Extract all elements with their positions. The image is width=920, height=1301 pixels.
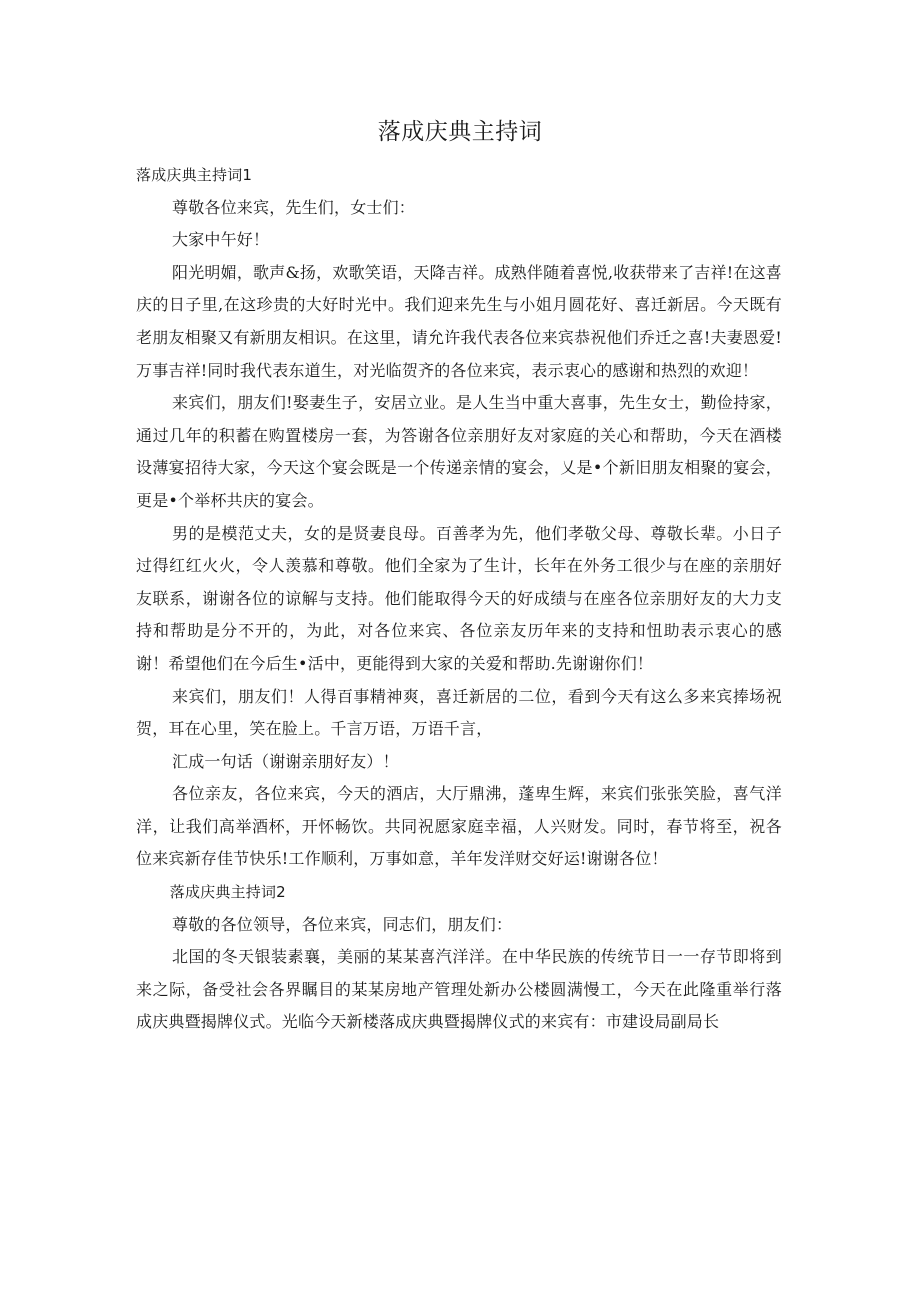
body-paragraph: 汇成一句话（谢谢亲朋好友）！	[172, 751, 399, 771]
section-heading-2: 落成庆典主持词2	[169, 883, 286, 902]
body-paragraph: 各位亲友，各位来宾，今天的酒店，大厅鼎沸，蓬卑生辉，来宾们张张笑脸，喜气洋洋，让我们高举酒杯，开怀畅饮。共同祝愿家庭幸福，人兴财发。同时，春节将至，祝各位来宾新存佳节快乐!工作顺利，万事如意，羊年发洋财交好运!谢谢各位！	[136, 784, 782, 869]
salutation-paragraph: 尊敬的各位领导，各位来宾，同志们，朋友们：	[172, 914, 513, 934]
body-paragraph: 来宾们，朋友们!娶妻生子，安居立业。是人生当中重大喜事，先生女士，勤俭持家，通过几年的积蓄在购置楼房一套，为答谢各位亲朋好友对家庭的关心和帮助，今天在酒楼设薄宴招待大家，今天这个宴会既是一个传递亲情的宴会，乂是•个新旧朋友相聚的宴会，更是•个举杯共庆的宴会。	[136, 393, 782, 510]
greeting-paragraph: 大家中午好！	[172, 230, 270, 250]
salutation-paragraph: 尊敬各位来宾，先生们，女士们：	[172, 197, 416, 217]
section-heading-1: 落成庆典主持词1	[136, 166, 253, 184]
body-paragraph: 来宾们，朋友们！人得百事精神爽，喜迁新居的二位，看到今天有这么多来宾捧场祝贺，耳在心里，笑在脸上。千言万语，万语千言，	[136, 686, 782, 739]
document-title: 落成庆典主持词	[377, 119, 543, 145]
body-paragraph: 阳光明媚，歌声&扬，欢歌笑语，天降吉祥。成熟伴随着喜悦,收获带来了吉祥!在这喜庆的日子里,在这珍贵的大好时光中。我们迎来先生与小姐月圆花好、喜迁新居。今天既有老朋友相聚又有新朋友相识。在这里，请允许我代表各位来宾恭祝他们乔迁之喜!夫妻恩爱!万事吉祥!同时我代表东道生，对光临贺齐的各位来宾，表示衷心的感谢和热烈的欢迎！	[136, 262, 782, 380]
body-paragraph: 北国的冬天银装素襄，美丽的某某喜汽洋洋。在中华民族的传统节日一一存节即将到来之际，备受社会各界瞩目的某某房地产管理处新办公楼圆满慢工，今天在此隆重举行落成庆典暨揭牌仪式。光临今天新楼落成庆典暨揭牌仪式的来宾有：市建设局副局长	[136, 947, 782, 1032]
document-body	[136, 159, 782, 1039]
body-paragraph: 男的是模范丈夫，女的是贤妻良母。百善孝为先，他们孝敬父母、尊敬长辈。小日子过得红红火火，令人羡慕和尊敬。他们全家为了生计，长年在外务工很少与在座的亲朋好友联系，谢谢各位的谅解与支持。他们能取得今天的好成绩与在座各位亲朋好友的大力支持和帮助是分不开的，为此，对各位来宾、各位亲友历年来的支持和忸助表示衷心的感谢！希望他们在今后生•活中，更能得到大家的关爱和帮助.先谢谢你们！	[136, 523, 782, 673]
